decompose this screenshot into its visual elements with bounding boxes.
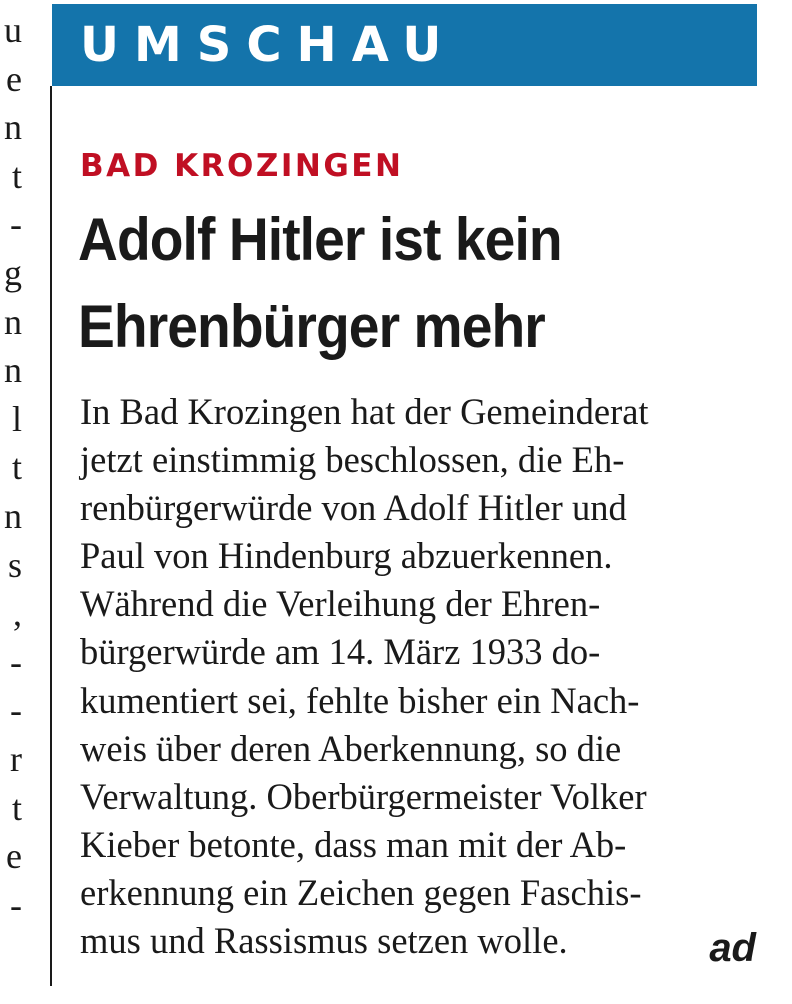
adjacent-column-letter: e (6, 836, 22, 877)
section-label: UMSCHAU (80, 17, 457, 73)
column-divider (50, 86, 52, 986)
adjacent-column-letter: t (11, 787, 22, 828)
body-line: jetzt einstimmig beschlossen, die Eh- (80, 439, 625, 481)
headline-line: Ehrenbürger mehr (78, 293, 545, 360)
headline-line: Adolf Hitler ist kein (78, 206, 562, 273)
adjacent-column-letter: l (11, 398, 22, 439)
body-line: bürgerwürde am 14. März 1933 do- (80, 631, 601, 673)
adjacent-column-letter: - (10, 641, 22, 682)
adjacent-column-letter: e (6, 58, 22, 99)
article-body (80, 388, 770, 965)
body-line: Verwaltung. Oberbürgermeister Volker (80, 775, 647, 817)
adjacent-column-letter: n (4, 350, 22, 391)
body-line: mus und Rassismus setzen wolle. (80, 920, 568, 962)
adjacent-column-letter: g (4, 253, 22, 293)
adjacent-column-letter: s (7, 544, 22, 585)
adjacent-column-letter: n (4, 107, 22, 148)
article-kicker: BAD KROZINGEN (80, 148, 404, 184)
article-headline (78, 196, 713, 370)
body-line: Kieber betonte, dass man mit der Ab- (80, 823, 627, 865)
adjacent-column-letter: t (11, 447, 22, 488)
body-line: kumentiert sei, fehlte bisher ein Nach- (80, 679, 640, 721)
adjacent-column-fragment (0, 4, 22, 1004)
adjacent-column-letter: t (11, 155, 22, 196)
body-line: erkennung ein Zeichen gegen Faschis- (80, 871, 642, 913)
adjacent-column-letter: r (10, 739, 22, 779)
adjacent-column-letter: u (4, 10, 22, 50)
author-initials: ad (709, 926, 756, 970)
adjacent-column-letter: , (13, 593, 22, 634)
adjacent-column-letter: - (10, 690, 22, 731)
body-line: renbürgerwürde von Adolf Hitler und (80, 487, 627, 529)
adjacent-column-letter: - (10, 204, 22, 245)
body-line: In Bad Krozingen hat der Gemeinderat (80, 391, 649, 432)
adjacent-column-letter: n (4, 301, 22, 342)
adjacent-column-letter: - (10, 884, 22, 925)
body-line: weis über deren Aberkennung, so die (80, 727, 622, 769)
adjacent-column-letter: n (4, 496, 22, 536)
body-line: Während die Verleihung der Ehren- (80, 583, 601, 625)
body-line: Paul von Hindenburg abzuerkennen. (80, 535, 613, 577)
